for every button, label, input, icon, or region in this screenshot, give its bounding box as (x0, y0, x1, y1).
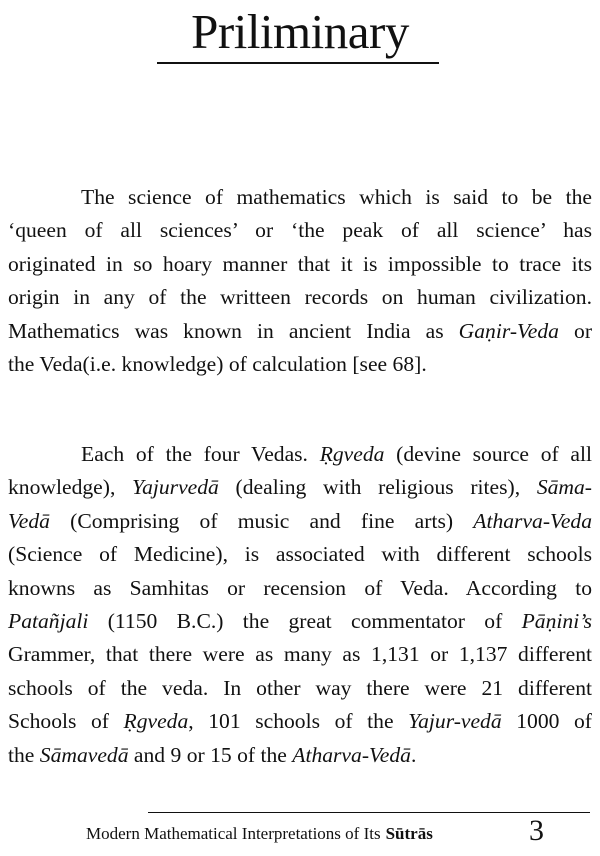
italic-term: Vedā (8, 508, 50, 533)
text-line: Patañjali (1150 B.C.) the great commentator of Pāṇini’s (8, 609, 592, 634)
text-line: Schools of Ṛgveda, 101 schools of the Yajur-vedā 1000 of (8, 709, 592, 734)
text-line: originated in so hoary manner that it is impossible to trace its (8, 251, 592, 276)
italic-term: Patañjali (8, 609, 89, 634)
page-title: Priliminary (191, 4, 409, 59)
title-underline (157, 62, 439, 64)
running-title: Modern Mathematical Interpretations of Its (86, 824, 381, 843)
text-line: the Sāmavedā and 9 or 15 of the Atharva-Vedā. (8, 742, 417, 767)
italic-term: Gaṇir-Veda (458, 318, 559, 343)
footer-rule (148, 812, 590, 813)
paragraph-1 (8, 181, 592, 381)
text-line: schools of the veda. In other way there were 21 different (8, 675, 592, 700)
italic-term: Ṛgveda (123, 709, 189, 734)
text-line: Each of the four Vedas. Ṛgveda (devine source of all (81, 442, 592, 466)
running-title-bold: Sūtrās (385, 824, 433, 843)
text-line: knowns as Samhitas or recension of Veda. According to (8, 575, 592, 600)
italic-term: Yajurvedā (132, 475, 219, 500)
italic-term: Sāma- (536, 475, 592, 500)
text-line: Mathematics was known in ancient India as Gaṇir-Veda or (8, 318, 593, 343)
italic-term: Ṛgveda (319, 442, 385, 466)
italic-term: Pāṇini’s (521, 609, 592, 634)
text-line: knowledge), Yajurvedā (dealing with religious rites), Sāma- (8, 475, 592, 500)
text-line: The science of mathematics which is said to be the (81, 185, 592, 209)
page-footer (86, 814, 596, 848)
paragraph-2 (8, 438, 592, 772)
text-line: Grammer, that there were as many as 1,131 or 1,137 different (8, 642, 592, 667)
italic-term: Sāmavedā (39, 742, 129, 767)
text-line: (Science of Medicine), is associated with different schools (8, 542, 592, 567)
text-line: Vedā (Comprising of music and fine arts) Atharva-Veda (8, 508, 592, 533)
italic-term: Atharva-Vedā (292, 742, 411, 767)
page-number: 3 (529, 814, 544, 847)
italic-term: Yajur-vedā (408, 709, 502, 734)
text-line: ‘queen of all sciences’ or ‘the peak of all science’ has (8, 218, 592, 243)
text-line: the Veda(i.e. knowledge) of calculation [see 68]. (8, 352, 427, 377)
italic-term: Atharva-Veda (473, 508, 592, 533)
text-line: origin in any of the writteen records on human civilization. (8, 285, 592, 310)
